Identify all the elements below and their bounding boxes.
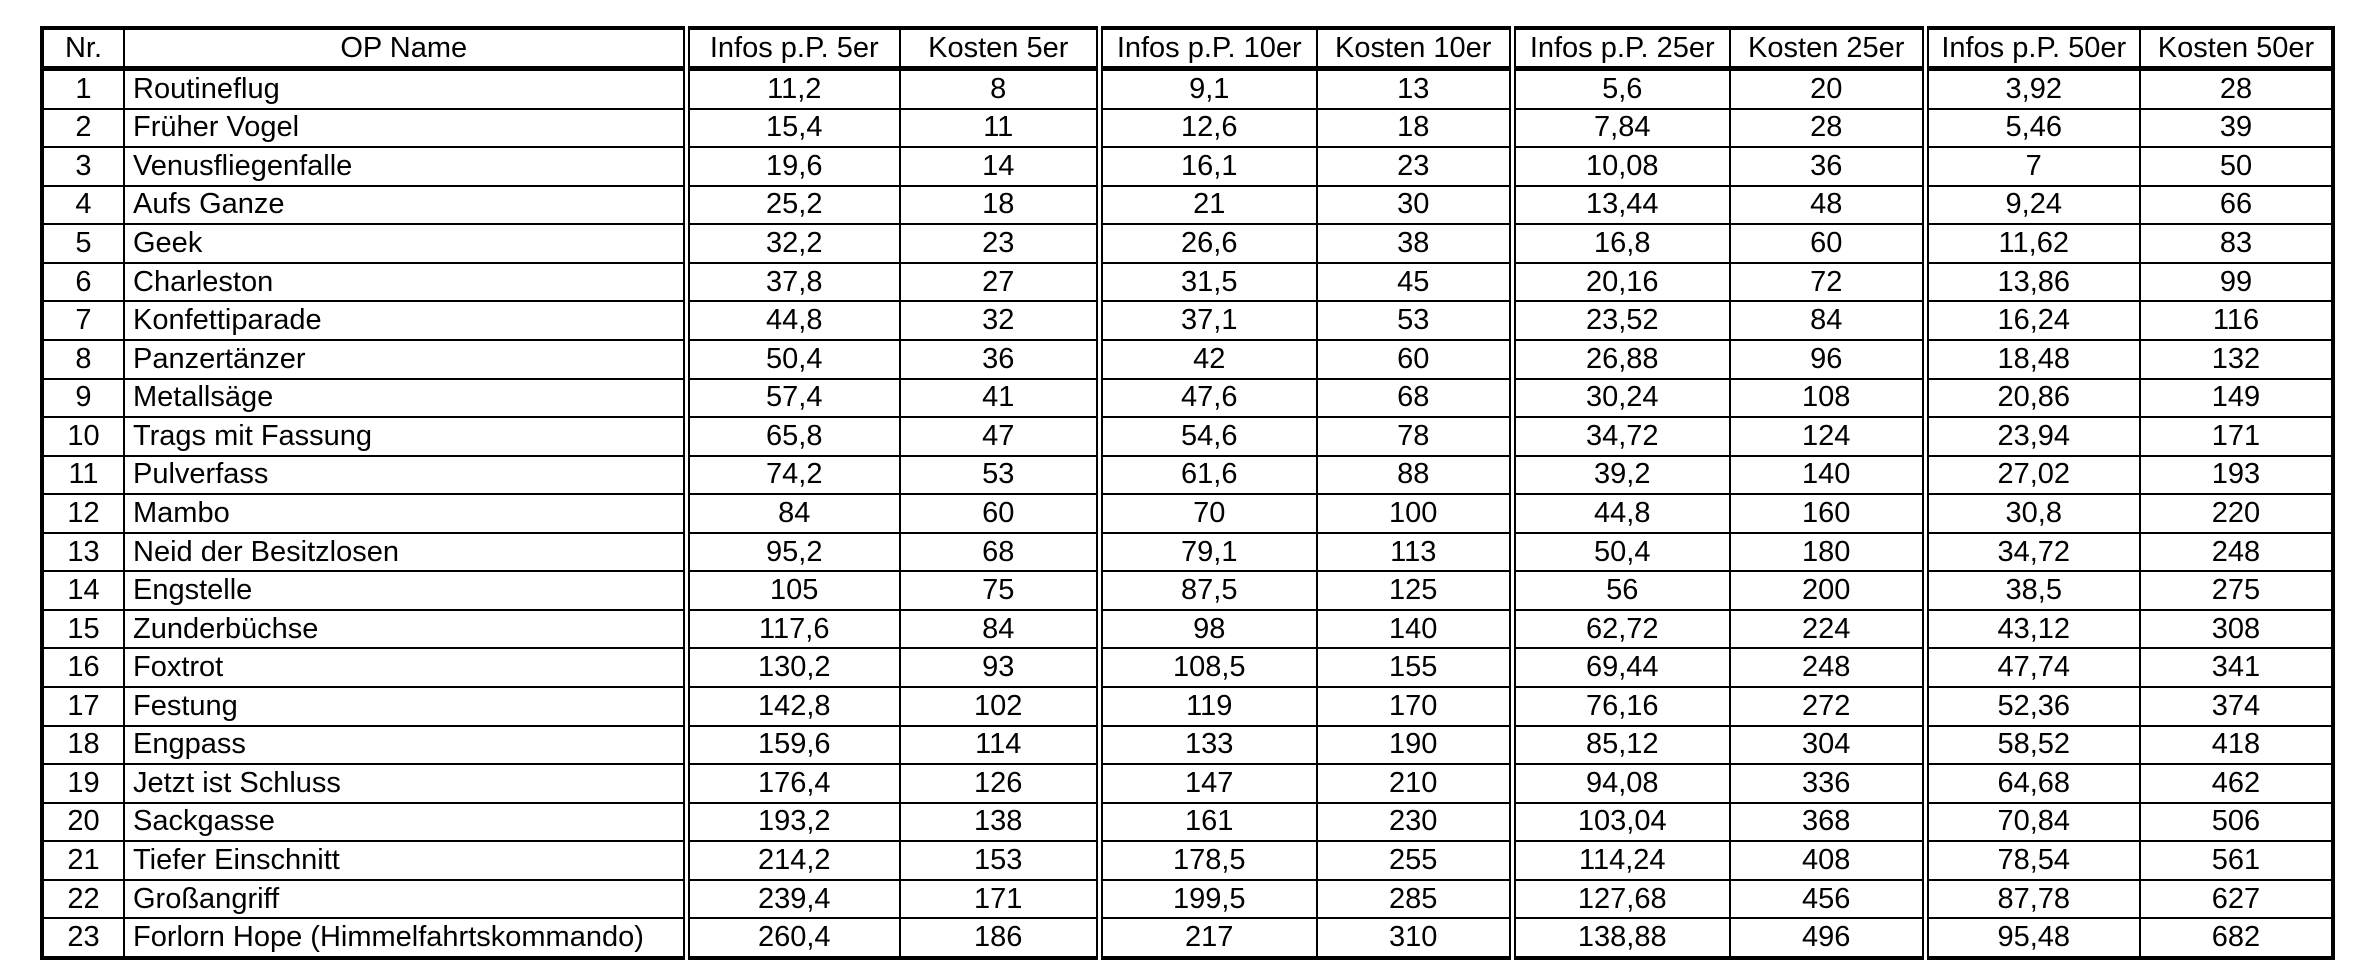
cell-kosten-10er: 100 (1317, 494, 1512, 533)
cell-kosten-10er: 78 (1317, 417, 1512, 456)
cell-infos-50er: 34,72 (1925, 533, 2140, 572)
cell-infos-10er: 16,1 (1099, 147, 1317, 186)
cell-nr: 17 (42, 687, 124, 726)
cell-infos-25er: 44,8 (1512, 494, 1730, 533)
cell-kosten-25er: 60 (1730, 224, 1925, 263)
cell-infos-50er: 18,48 (1925, 340, 2140, 379)
cell-kosten-10er: 155 (1317, 648, 1512, 687)
cell-infos-50er: 9,24 (1925, 186, 2140, 225)
cell-infos-5er: 50,4 (686, 340, 900, 379)
cell-infos-50er: 11,62 (1925, 224, 2140, 263)
cell-kosten-25er: 248 (1730, 648, 1925, 687)
cell-kosten-50er: 28 (2140, 69, 2333, 109)
cell-infos-5er: 19,6 (686, 147, 900, 186)
cell-infos-10er: 12,6 (1099, 109, 1317, 148)
cell-kosten-5er: 186 (900, 918, 1099, 958)
table-row (42, 726, 2333, 765)
cell-nr: 7 (42, 301, 124, 340)
cell-infos-50er: 20,86 (1925, 379, 2140, 418)
cell-nr: 1 (42, 69, 124, 109)
cell-kosten-50er: 275 (2140, 571, 2333, 610)
table-row (42, 918, 2333, 958)
cell-infos-5er: 32,2 (686, 224, 900, 263)
cell-kosten-50er: 149 (2140, 379, 2333, 418)
cell-kosten-10er: 68 (1317, 379, 1512, 418)
cell-kosten-50er: 462 (2140, 764, 2333, 803)
cell-infos-50er: 95,48 (1925, 918, 2140, 958)
cell-infos-10er: 133 (1099, 726, 1317, 765)
cell-kosten-5er: 27 (900, 263, 1099, 302)
cell-infos-10er: 119 (1099, 687, 1317, 726)
cell-kosten-50er: 506 (2140, 803, 2333, 842)
cell-nr: 5 (42, 224, 124, 263)
cell-op-name: Neid der Besitzlosen (124, 533, 686, 572)
cell-op-name: Großangriff (124, 880, 686, 919)
cell-kosten-10er: 125 (1317, 571, 1512, 610)
cell-infos-5er: 25,2 (686, 186, 900, 225)
cell-kosten-5er: 93 (900, 648, 1099, 687)
cell-infos-10er: 61,6 (1099, 456, 1317, 495)
cell-nr: 4 (42, 186, 124, 225)
cell-infos-5er: 260,4 (686, 918, 900, 958)
cell-nr: 12 (42, 494, 124, 533)
cell-op-name: Engstelle (124, 571, 686, 610)
cell-kosten-5er: 138 (900, 803, 1099, 842)
cell-nr: 11 (42, 456, 124, 495)
cell-kosten-5er: 23 (900, 224, 1099, 263)
cell-infos-5er: 159,6 (686, 726, 900, 765)
cell-infos-25er: 127,68 (1512, 880, 1730, 919)
cell-kosten-5er: 102 (900, 687, 1099, 726)
cell-op-name: Tiefer Einschnitt (124, 841, 686, 880)
table-row (42, 69, 2333, 109)
cell-infos-10er: 161 (1099, 803, 1317, 842)
cell-infos-25er: 62,72 (1512, 610, 1730, 649)
cell-op-name: Metallsäge (124, 379, 686, 418)
cell-kosten-25er: 108 (1730, 379, 1925, 418)
cell-op-name: Engpass (124, 726, 686, 765)
cell-nr: 15 (42, 610, 124, 649)
cell-infos-50er: 70,84 (1925, 803, 2140, 842)
header-kosten-25er: Kosten 25er (1730, 28, 1925, 69)
cell-infos-50er: 58,52 (1925, 726, 2140, 765)
cell-infos-25er: 34,72 (1512, 417, 1730, 456)
cell-infos-50er: 64,68 (1925, 764, 2140, 803)
cell-nr: 20 (42, 803, 124, 842)
cell-infos-10er: 79,1 (1099, 533, 1317, 572)
cell-kosten-10er: 38 (1317, 224, 1512, 263)
cell-kosten-5er: 36 (900, 340, 1099, 379)
cell-infos-10er: 98 (1099, 610, 1317, 649)
table-row (42, 379, 2333, 418)
cell-infos-50er: 5,46 (1925, 109, 2140, 148)
header-row (42, 28, 2333, 69)
cell-kosten-5er: 11 (900, 109, 1099, 148)
cell-infos-50er: 3,92 (1925, 69, 2140, 109)
cell-kosten-10er: 310 (1317, 918, 1512, 958)
table-row (42, 417, 2333, 456)
cell-kosten-25er: 160 (1730, 494, 1925, 533)
cell-infos-50er: 16,24 (1925, 301, 2140, 340)
cell-kosten-10er: 140 (1317, 610, 1512, 649)
header-op-name: OP Name (124, 28, 686, 69)
cell-infos-10er: 178,5 (1099, 841, 1317, 880)
cell-op-name: Trags mit Fassung (124, 417, 686, 456)
cell-infos-5er: 214,2 (686, 841, 900, 880)
cell-kosten-25er: 496 (1730, 918, 1925, 958)
cell-infos-25er: 26,88 (1512, 340, 1730, 379)
cell-infos-50er: 30,8 (1925, 494, 2140, 533)
cell-kosten-5er: 14 (900, 147, 1099, 186)
table-row (42, 263, 2333, 302)
cell-kosten-50er: 341 (2140, 648, 2333, 687)
cell-kosten-50er: 308 (2140, 610, 2333, 649)
cell-kosten-25er: 456 (1730, 880, 1925, 919)
header-kosten-10er: Kosten 10er (1317, 28, 1512, 69)
header-nr: Nr. (42, 28, 124, 69)
table-row (42, 494, 2333, 533)
cell-kosten-50er: 561 (2140, 841, 2333, 880)
cell-infos-25er: 56 (1512, 571, 1730, 610)
cell-kosten-25er: 272 (1730, 687, 1925, 726)
cell-kosten-5er: 114 (900, 726, 1099, 765)
cell-kosten-10er: 30 (1317, 186, 1512, 225)
table-row (42, 610, 2333, 649)
cell-nr: 6 (42, 263, 124, 302)
cell-kosten-10er: 230 (1317, 803, 1512, 842)
cell-infos-10er: 9,1 (1099, 69, 1317, 109)
cell-kosten-10er: 255 (1317, 841, 1512, 880)
cell-kosten-25er: 36 (1730, 147, 1925, 186)
cell-kosten-5er: 171 (900, 880, 1099, 919)
cell-kosten-5er: 153 (900, 841, 1099, 880)
table-row (42, 764, 2333, 803)
cell-infos-25er: 23,52 (1512, 301, 1730, 340)
cell-kosten-50er: 193 (2140, 456, 2333, 495)
cell-infos-5er: 95,2 (686, 533, 900, 572)
cell-infos-5er: 65,8 (686, 417, 900, 456)
cell-kosten-50er: 418 (2140, 726, 2333, 765)
cell-infos-10er: 47,6 (1099, 379, 1317, 418)
cell-op-name: Festung (124, 687, 686, 726)
cell-infos-10er: 147 (1099, 764, 1317, 803)
cell-kosten-25er: 28 (1730, 109, 1925, 148)
cell-op-name: Früher Vogel (124, 109, 686, 148)
cell-kosten-5er: 126 (900, 764, 1099, 803)
table-row (42, 147, 2333, 186)
cell-kosten-10er: 23 (1317, 147, 1512, 186)
cell-kosten-25er: 180 (1730, 533, 1925, 572)
cell-nr: 22 (42, 880, 124, 919)
cell-infos-25er: 69,44 (1512, 648, 1730, 687)
cell-kosten-10er: 53 (1317, 301, 1512, 340)
table-row (42, 880, 2333, 919)
table-row (42, 687, 2333, 726)
cell-nr: 16 (42, 648, 124, 687)
cell-kosten-10er: 18 (1317, 109, 1512, 148)
cell-infos-5er: 176,4 (686, 764, 900, 803)
cell-kosten-25er: 368 (1730, 803, 1925, 842)
cell-op-name: Routineflug (124, 69, 686, 109)
cell-kosten-5er: 60 (900, 494, 1099, 533)
cell-infos-5er: 130,2 (686, 648, 900, 687)
cell-kosten-25er: 96 (1730, 340, 1925, 379)
cell-infos-25er: 94,08 (1512, 764, 1730, 803)
cell-kosten-50er: 220 (2140, 494, 2333, 533)
cell-kosten-5er: 68 (900, 533, 1099, 572)
cell-infos-10er: 217 (1099, 918, 1317, 958)
cell-infos-5er: 117,6 (686, 610, 900, 649)
table-row (42, 803, 2333, 842)
cell-infos-25er: 10,08 (1512, 147, 1730, 186)
cell-infos-25er: 30,24 (1512, 379, 1730, 418)
cell-infos-10er: 87,5 (1099, 571, 1317, 610)
cell-infos-5er: 193,2 (686, 803, 900, 842)
cell-infos-5er: 37,8 (686, 263, 900, 302)
table-row (42, 186, 2333, 225)
cell-kosten-5er: 32 (900, 301, 1099, 340)
table-row (42, 301, 2333, 340)
cell-infos-25er: 5,6 (1512, 69, 1730, 109)
cell-op-name: Zunderbüchse (124, 610, 686, 649)
cell-infos-5er: 11,2 (686, 69, 900, 109)
cell-infos-25er: 103,04 (1512, 803, 1730, 842)
cell-nr: 10 (42, 417, 124, 456)
header-infos-50er: Infos p.P. 50er (1925, 28, 2140, 69)
table-row (42, 340, 2333, 379)
cell-kosten-25er: 124 (1730, 417, 1925, 456)
cell-infos-5er: 84 (686, 494, 900, 533)
cell-kosten-25er: 224 (1730, 610, 1925, 649)
cell-infos-5er: 74,2 (686, 456, 900, 495)
cell-op-name: Jetzt ist Schluss (124, 764, 686, 803)
cell-infos-5er: 105 (686, 571, 900, 610)
cell-kosten-5er: 41 (900, 379, 1099, 418)
cell-kosten-10er: 113 (1317, 533, 1512, 572)
cell-kosten-10er: 210 (1317, 764, 1512, 803)
cell-infos-50er: 23,94 (1925, 417, 2140, 456)
cell-infos-10er: 21 (1099, 186, 1317, 225)
table-row (42, 224, 2333, 263)
cell-kosten-50er: 374 (2140, 687, 2333, 726)
cell-kosten-10er: 190 (1317, 726, 1512, 765)
cell-infos-25er: 114,24 (1512, 841, 1730, 880)
cell-infos-25er: 13,44 (1512, 186, 1730, 225)
cell-nr: 23 (42, 918, 124, 958)
cell-infos-25er: 85,12 (1512, 726, 1730, 765)
cell-op-name: Charleston (124, 263, 686, 302)
cell-infos-10er: 42 (1099, 340, 1317, 379)
cell-kosten-10er: 45 (1317, 263, 1512, 302)
cell-infos-10er: 37,1 (1099, 301, 1317, 340)
cell-infos-10er: 26,6 (1099, 224, 1317, 263)
cell-kosten-25er: 408 (1730, 841, 1925, 880)
cell-kosten-5er: 47 (900, 417, 1099, 456)
cell-infos-5er: 57,4 (686, 379, 900, 418)
cell-infos-50er: 38,5 (1925, 571, 2140, 610)
cell-nr: 14 (42, 571, 124, 610)
cell-nr: 2 (42, 109, 124, 148)
cell-infos-5er: 239,4 (686, 880, 900, 919)
ops-cost-table (40, 26, 2335, 960)
cell-infos-50er: 27,02 (1925, 456, 2140, 495)
cell-kosten-5er: 53 (900, 456, 1099, 495)
cell-infos-10er: 199,5 (1099, 880, 1317, 919)
cell-kosten-50er: 248 (2140, 533, 2333, 572)
cell-kosten-25er: 84 (1730, 301, 1925, 340)
cell-op-name: Panzertänzer (124, 340, 686, 379)
cell-infos-50er: 87,78 (1925, 880, 2140, 919)
cell-kosten-25er: 20 (1730, 69, 1925, 109)
cell-infos-50er: 43,12 (1925, 610, 2140, 649)
cell-kosten-10er: 170 (1317, 687, 1512, 726)
header-infos-5er: Infos p.P. 5er (686, 28, 900, 69)
cell-op-name: Venusfliegenfalle (124, 147, 686, 186)
cell-kosten-10er: 60 (1317, 340, 1512, 379)
cell-infos-25er: 76,16 (1512, 687, 1730, 726)
cell-infos-10er: 54,6 (1099, 417, 1317, 456)
cell-kosten-5er: 8 (900, 69, 1099, 109)
cell-kosten-25er: 72 (1730, 263, 1925, 302)
cell-infos-25er: 39,2 (1512, 456, 1730, 495)
cell-infos-10er: 108,5 (1099, 648, 1317, 687)
table-row (42, 456, 2333, 495)
cell-kosten-10er: 88 (1317, 456, 1512, 495)
cell-infos-5er: 15,4 (686, 109, 900, 148)
cell-op-name: Foxtrot (124, 648, 686, 687)
cell-kosten-50er: 66 (2140, 186, 2333, 225)
cell-op-name: Mambo (124, 494, 686, 533)
cell-infos-10er: 31,5 (1099, 263, 1317, 302)
cell-kosten-50er: 171 (2140, 417, 2333, 456)
cell-kosten-25er: 140 (1730, 456, 1925, 495)
cell-nr: 19 (42, 764, 124, 803)
cell-kosten-25er: 304 (1730, 726, 1925, 765)
cell-kosten-50er: 83 (2140, 224, 2333, 263)
cell-kosten-5er: 84 (900, 610, 1099, 649)
cell-kosten-50er: 682 (2140, 918, 2333, 958)
cell-kosten-5er: 75 (900, 571, 1099, 610)
cell-kosten-10er: 13 (1317, 69, 1512, 109)
table-row (42, 841, 2333, 880)
cell-op-name: Aufs Ganze (124, 186, 686, 225)
table-row (42, 571, 2333, 610)
cell-nr: 21 (42, 841, 124, 880)
cell-infos-25er: 20,16 (1512, 263, 1730, 302)
cell-kosten-50er: 627 (2140, 880, 2333, 919)
cell-kosten-25er: 200 (1730, 571, 1925, 610)
table-row (42, 533, 2333, 572)
table-header (42, 28, 2333, 69)
header-kosten-50er: Kosten 50er (2140, 28, 2333, 69)
cell-kosten-10er: 285 (1317, 880, 1512, 919)
cell-infos-50er: 52,36 (1925, 687, 2140, 726)
cell-infos-50er: 78,54 (1925, 841, 2140, 880)
cell-nr: 8 (42, 340, 124, 379)
cell-kosten-5er: 18 (900, 186, 1099, 225)
cell-infos-10er: 70 (1099, 494, 1317, 533)
cell-infos-5er: 44,8 (686, 301, 900, 340)
cell-infos-5er: 142,8 (686, 687, 900, 726)
cell-infos-50er: 47,74 (1925, 648, 2140, 687)
cell-op-name: Konfettiparade (124, 301, 686, 340)
cell-infos-50er: 13,86 (1925, 263, 2140, 302)
cell-kosten-50er: 116 (2140, 301, 2333, 340)
cell-nr: 9 (42, 379, 124, 418)
cell-nr: 18 (42, 726, 124, 765)
header-infos-10er: Infos p.P. 10er (1099, 28, 1317, 69)
cell-kosten-50er: 50 (2140, 147, 2333, 186)
cell-infos-50er: 7 (1925, 147, 2140, 186)
cell-op-name: Sackgasse (124, 803, 686, 842)
cell-infos-25er: 16,8 (1512, 224, 1730, 263)
cell-kosten-50er: 99 (2140, 263, 2333, 302)
cell-kosten-50er: 39 (2140, 109, 2333, 148)
cell-op-name: Pulverfass (124, 456, 686, 495)
cell-infos-25er: 7,84 (1512, 109, 1730, 148)
cell-kosten-50er: 132 (2140, 340, 2333, 379)
cell-infos-25er: 50,4 (1512, 533, 1730, 572)
cell-infos-25er: 138,88 (1512, 918, 1730, 958)
table-body (42, 69, 2333, 959)
header-infos-25er: Infos p.P. 25er (1512, 28, 1730, 69)
table-row (42, 109, 2333, 148)
table-row (42, 648, 2333, 687)
cell-kosten-25er: 336 (1730, 764, 1925, 803)
cell-kosten-25er: 48 (1730, 186, 1925, 225)
header-kosten-5er: Kosten 5er (900, 28, 1099, 69)
cell-nr: 13 (42, 533, 124, 572)
cell-op-name: Forlorn Hope (Himmelfahrtskommando) (124, 918, 686, 958)
cell-op-name: Geek (124, 224, 686, 263)
cell-nr: 3 (42, 147, 124, 186)
